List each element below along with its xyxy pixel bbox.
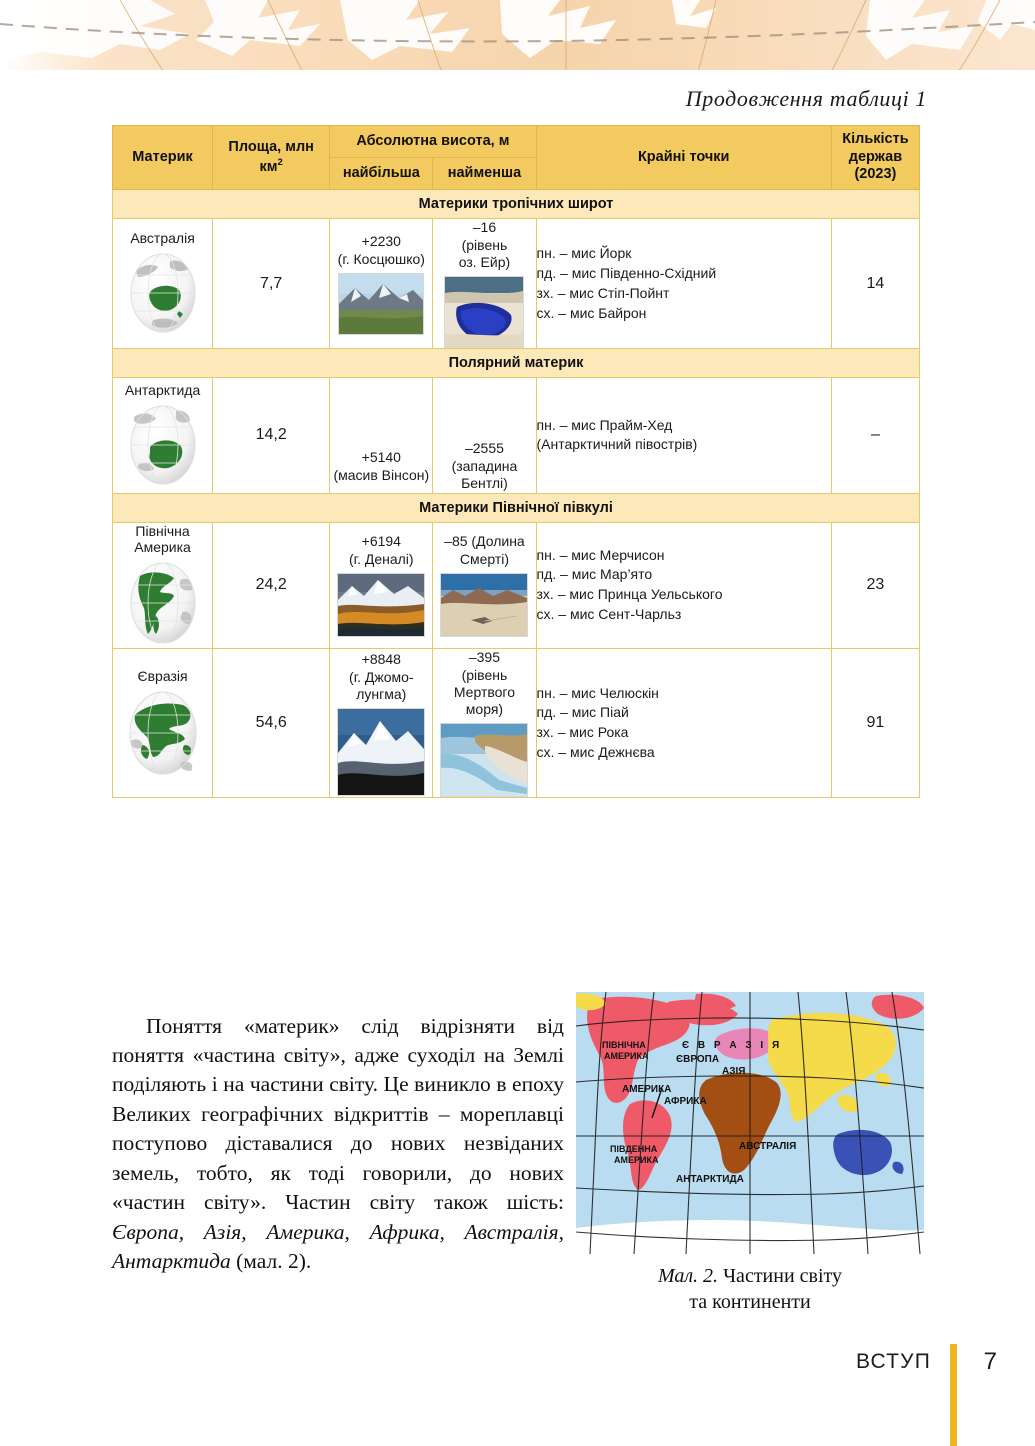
photo-lake-eyre — [444, 276, 524, 348]
cell-max-height — [330, 522, 433, 649]
header-area-label: Площа, млн км — [228, 138, 314, 175]
cell-states-count: – — [831, 378, 919, 493]
figure-caption-line2: та континенти — [689, 1291, 811, 1313]
continent-label: Австралія — [130, 230, 195, 247]
table-row — [113, 219, 920, 349]
min-height-place-2: оз. Ейр) — [458, 254, 511, 271]
table-continuation-caption: Продовження таблиці 1 — [685, 86, 927, 111]
min-height-place-2: Мертвого — [453, 684, 516, 701]
figure-caption — [576, 1263, 924, 1315]
cell-extreme-points — [536, 378, 831, 493]
max-height-value: +2230 — [361, 232, 401, 249]
cell-extreme-points — [536, 219, 831, 349]
header-absolute-height: Абсолютна висота, м — [330, 126, 536, 158]
page-banner — [0, 0, 1035, 82]
extreme-point-north: пн. – мис Челюскін — [536, 684, 659, 701]
map-label-australia: АВСТРАЛІЯ — [739, 1141, 797, 1152]
map-label-asia: АЗІЯ — [722, 1066, 746, 1077]
max-height-place-2: лунгма) — [356, 685, 407, 702]
cell-min-height — [433, 522, 536, 649]
map-label-antarctica: АНТАРКТИДА — [676, 1174, 744, 1185]
header-area-superscript: 2 — [277, 156, 283, 168]
max-height-value: +5140 — [361, 448, 401, 465]
globe-australia-icon — [126, 251, 200, 335]
header-area — [213, 126, 330, 190]
section-band-label: Материки тропічних широт — [113, 190, 920, 219]
extreme-point-south: пд. – мис Піай — [536, 704, 629, 721]
footer-accent-bar — [950, 1344, 957, 1446]
continent-label: Антарктида — [124, 382, 201, 399]
globe-antarctica-icon — [126, 403, 200, 487]
cell-continent-name — [113, 649, 213, 798]
min-height-value: –395 — [468, 649, 501, 666]
table-row — [113, 649, 920, 798]
article-text-part2: (мал. 2). — [230, 1249, 312, 1274]
photo-denali — [337, 573, 425, 637]
section-band-label: Полярний материк — [113, 349, 920, 378]
header-max-height: найбільша — [330, 158, 433, 190]
cell-min-height — [433, 219, 536, 349]
continent-label: Євразія — [137, 667, 188, 684]
min-height-place-1: (западина — [451, 458, 518, 475]
globe-eurasia-icon — [125, 689, 201, 777]
cell-area: 24,2 — [213, 522, 330, 649]
min-height-place-2: Бентлі) — [461, 475, 508, 492]
article-paragraph — [112, 1012, 564, 1277]
cell-states-count: 91 — [831, 649, 919, 798]
map-label-south-america: ПІВДЕННА — [610, 1144, 658, 1154]
max-height-place: (г. Деналі) — [349, 551, 414, 568]
min-height-place-3: моря) — [465, 701, 504, 718]
extreme-point-south: пд. – мис Мар’ято — [536, 566, 653, 583]
extreme-point-note: (Антарктичний півострів) — [536, 436, 698, 453]
figure-caption-line1: Частини світу — [718, 1265, 843, 1287]
max-height-value: +8848 — [361, 650, 401, 667]
table-row — [113, 378, 920, 493]
extreme-point-west: зх. – мис Принца Уельського — [536, 586, 723, 603]
photo-dead-sea — [440, 723, 528, 797]
map-label-africa: АФРИКА — [664, 1096, 707, 1107]
map-label-europe: ЄВРОПА — [676, 1054, 720, 1065]
section-band-northern — [113, 493, 920, 522]
min-height-value: –16 — [472, 219, 497, 236]
page-footer — [0, 1338, 1035, 1440]
cell-extreme-points — [536, 522, 831, 649]
map-label-eurasia: Є В Р А З І Я — [682, 1040, 783, 1051]
cell-continent-name — [113, 522, 213, 649]
article-text-part1: Поняття «материк» слід відрізняти від поняття «частина світу», адже суходіл на Землі поділяють і на частини світу. Це виникло в епоху Великих географічних відкриттів – мореплавці поступово діставалися до нових незвіданих земель, тобто, як тоді говорили, до нових «частин світу». Частин світу також шість: — [112, 1013, 564, 1215]
globe-north-america-icon — [126, 560, 200, 646]
cell-min-height — [433, 378, 536, 493]
min-height-place-1: (рівень — [461, 667, 508, 684]
header-min-height: найменша — [433, 158, 536, 190]
footer-section-label: ВСТУП — [855, 1350, 931, 1373]
header-continent: Материк — [113, 126, 213, 190]
table-header-row-1 — [113, 126, 920, 158]
svg-text:АМЕРИКА: АМЕРИКА — [614, 1155, 659, 1165]
table-row — [113, 522, 920, 649]
max-height-value: +6194 — [361, 533, 401, 550]
world-parts-map-image — [576, 992, 924, 1254]
section-band-polar — [113, 349, 920, 378]
header-extreme-points: Крайні точки — [536, 126, 831, 190]
figure-number: Мал. 2. — [657, 1265, 719, 1287]
max-height-place-1: (г. Джомо- — [349, 668, 414, 685]
photo-everest — [337, 708, 425, 796]
min-height-place-1: (рівень — [461, 237, 508, 254]
cell-continent-name — [113, 378, 213, 493]
max-height-place: (г. Косцюшко) — [337, 250, 425, 267]
continent-label: Північна Америка — [134, 522, 191, 556]
cell-area: 7,7 — [213, 219, 330, 349]
min-height-value: –85 (Долина — [444, 533, 525, 550]
cell-area: 14,2 — [213, 378, 330, 493]
extreme-point-east: сх. – мис Сент-Чарльз — [536, 606, 682, 623]
page-number: 7 — [983, 1348, 997, 1375]
cell-continent-name — [113, 219, 213, 349]
extreme-point-east: сх. – мис Дежнєва — [536, 744, 655, 761]
min-height-value: –2555 — [464, 440, 504, 457]
extreme-point-north: пн. – мис Мерчисон — [536, 546, 665, 563]
continents-data-table — [112, 125, 920, 798]
cell-max-height — [330, 378, 433, 493]
map-label-north-america: ПІВНІЧНА — [602, 1040, 646, 1050]
map-label-america: АМЕРИКА — [622, 1084, 672, 1095]
section-band-label: Материки Північної півкулі — [113, 493, 920, 522]
extreme-point-west: зх. – мис Стіп-Пойнт — [536, 284, 670, 301]
cell-states-count: 23 — [831, 522, 919, 649]
photo-mount-kosciuszko — [338, 273, 424, 335]
photo-death-valley — [440, 573, 528, 637]
max-height-place: (масив Вінсон) — [333, 466, 430, 483]
extreme-point-north: пн. – мис Прайм-Хед — [536, 416, 673, 433]
cell-min-height — [433, 649, 536, 798]
extreme-point-north: пн. – мис Йорк — [536, 244, 632, 261]
extreme-point-east: сх. – мис Байрон — [536, 304, 647, 321]
cell-max-height — [330, 219, 433, 349]
cell-area: 54,6 — [213, 649, 330, 798]
article-parts-of-world-list: Європа, Азія, Америка, Африка, Австралія, Антарктида — [112, 1219, 564, 1274]
extreme-point-south: пд. – мис Південно-Східний — [536, 264, 717, 281]
cell-extreme-points — [536, 649, 831, 798]
figure-parts-of-world — [576, 992, 924, 1315]
extreme-point-west: зх. – мис Рока — [536, 724, 629, 741]
header-states-count: Кількість держав (2023) — [831, 126, 919, 190]
cell-max-height — [330, 649, 433, 798]
min-height-place-1: Смерті) — [459, 551, 510, 568]
svg-text:АМЕРИКА: АМЕРИКА — [604, 1051, 649, 1061]
section-band-tropical — [113, 190, 920, 219]
cell-states-count: 14 — [831, 219, 919, 349]
